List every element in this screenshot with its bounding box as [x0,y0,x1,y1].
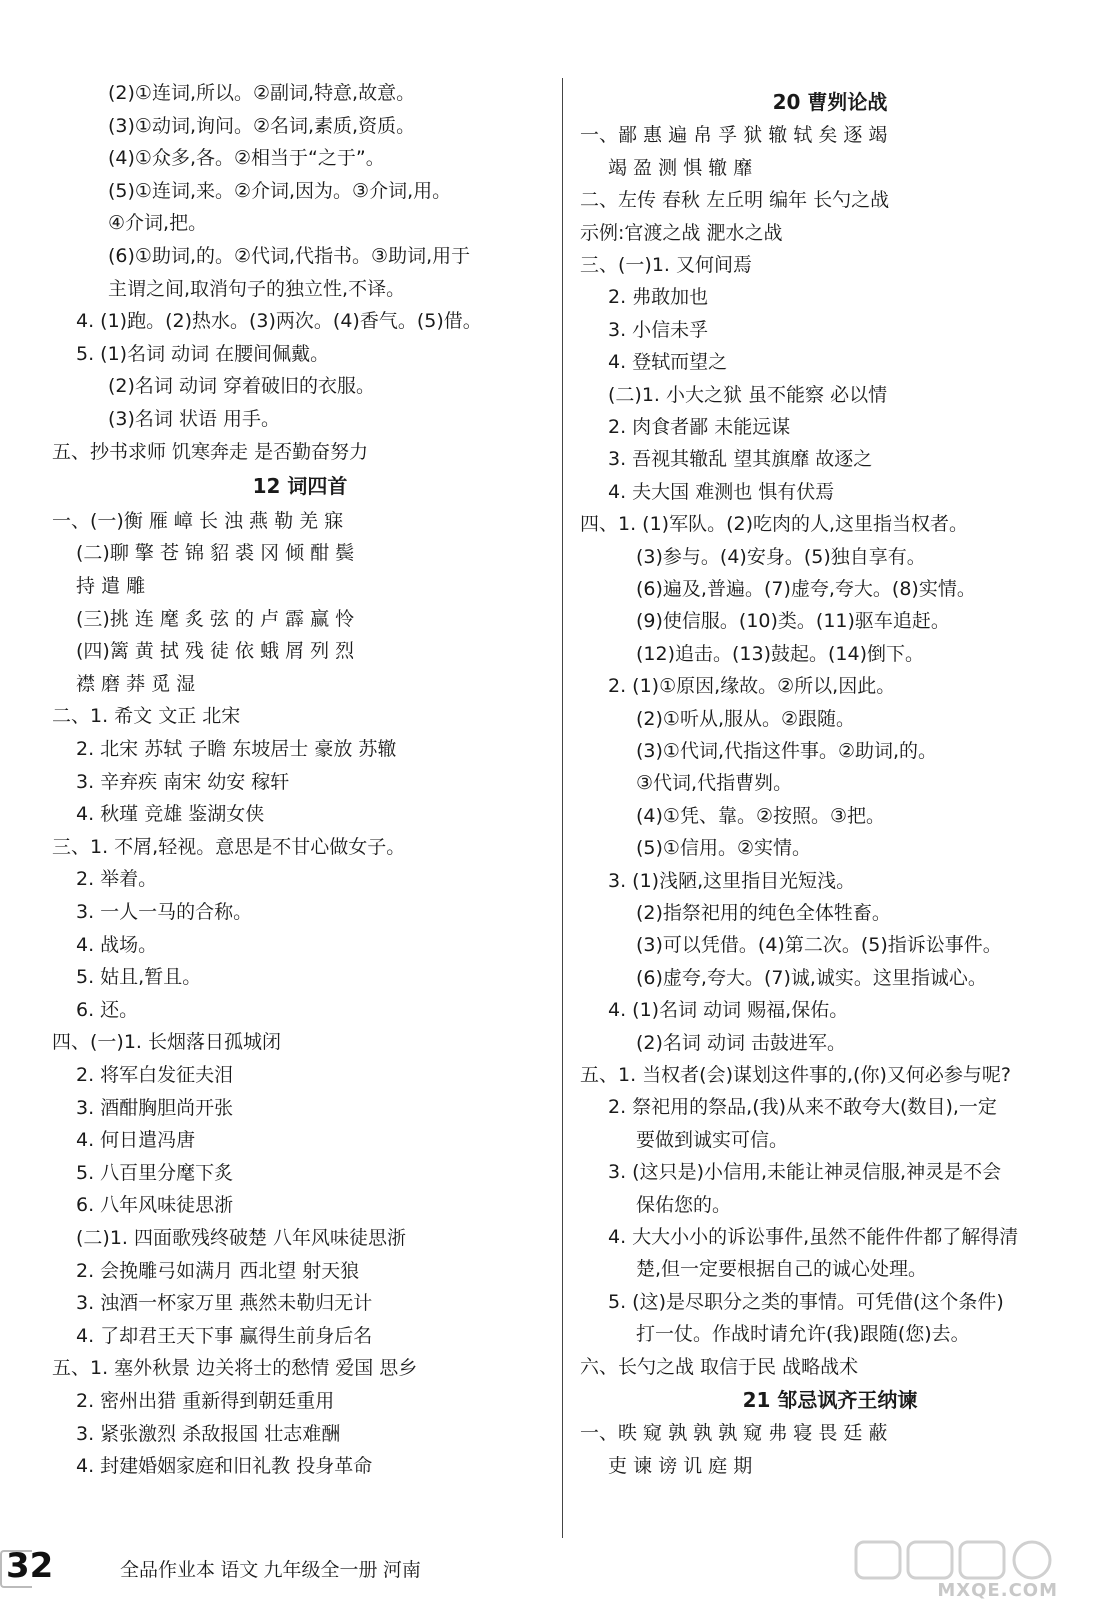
answer-line: 5. (这)是尽职分之类的事情。可凭借(这个条件) [608,1290,1004,1313]
answer-line: 3. 紧张激烈 杀敌报国 壮志难酬 [76,1422,341,1445]
answer-line: 要做到诚实可信。 [636,1128,789,1151]
answer-line: 4. 封建婚姻家庭和旧礼教 投身革命 [76,1455,373,1478]
answer-line: 3. 辛弃疾 南宋 幼安 稼轩 [76,770,290,793]
answer-line: 4. 战场。 [76,933,158,956]
answer-line: 五、1. 当权者(会)谋划这件事的,(你)又何必参与呢? [580,1064,1011,1086]
book-title: 全品作业本 语文 九年级全一册 河南 [120,1560,421,1581]
watermark-site: MXQE.COM [937,1580,1058,1601]
section-title: 20 曹刿论战 [772,90,888,114]
answer-line: 二、左传 春秋 左丘明 编年 长勺之战 [580,189,890,212]
answer-line: 6. 还。 [76,998,139,1021]
answer-line: (6)虚夸,夸大。(7)诚,诚实。这里指诚心。 [636,966,987,989]
answer-line: (三)挑 连 麾 炙 弦 的 卢 霹 赢 怜 [76,607,355,630]
answer-line: (四)篱 黄 拭 残 徒 依 蛾 屑 列 烈 [76,640,355,663]
answer-line: 4. 秋瑾 竞雄 鉴湖女侠 [76,803,265,826]
answer-line: (5)①信用。②实情。 [636,837,811,860]
page-footer [0,1538,1102,1600]
answer-line: (3)可以凭借。(4)第二次。(5)指诉讼事件。 [636,934,1002,957]
answer-line: (5)①连词,来。②介词,因为。③介词,用。 [108,179,452,202]
answer-line: 2. 肉食者鄙 未能远谋 [608,416,791,438]
answer-line: 4. 何日遣冯唐 [76,1129,196,1152]
answer-line: 3. (这只是)小信用,未能让神灵信服,神灵是不会 [608,1161,1002,1184]
answer-line: (3)①代词,代指这件事。②助词,的。 [636,740,938,762]
answer-line: 五、抄书求师 饥寒奔走 是否勤奋努力 [52,440,369,463]
answer-line: (二)1. 四面歌残终破楚 八年风味徒思浙 [76,1227,407,1249]
answer-line: 吏 谏 谤 讥 庭 期 [608,1454,753,1477]
answer-line: 5. 姑且,暂且。 [76,966,202,989]
answer-line: 一、(一)衡 雁 嶂 长 浊 燕 勒 羌 寐 [52,509,344,532]
answer-line: 3. 酒酣胸胆尚开张 [76,1096,234,1119]
answer-line: 3. 浊酒一杯家万里 燕然未勒归无计 [76,1292,373,1315]
answer-line: (3)①动词,询问。②名词,素质,资质。 [108,114,416,137]
answer-line: 四、1. (1)军队。(2)吃肉的人,这里指当权者。 [580,513,969,536]
answer-line: (9)使信服。(10)类。(11)驱车追赶。 [636,610,950,633]
answer-line: 2. 会挽雕弓如满月 西北望 射天狼 [76,1259,360,1282]
answer-line: (12)追击。(13)鼓起。(14)倒下。 [636,642,925,665]
answer-line: (3)参与。(4)安身。(5)独自享有。 [636,545,926,568]
answer-line: (6)①助词,的。②代词,代指书。③助词,用于 [108,245,471,267]
answer-line: 一、鄙 惠 遍 帛 孚 狱 辙 轼 矣 逐 竭 [580,124,888,147]
answer-line: (4)①众多,各。②相当于“之于”。 [108,147,385,170]
answer-line: 2. 将军白发征夫泪 [76,1064,234,1086]
answer-line: 2. 举着。 [76,868,158,891]
answer-line: 襟 磨 莽 觅 湿 [76,672,196,695]
answer-line: (2)①连词,所以。②副词,特意,故意。 [108,82,416,104]
answer-line: (2)指祭祀用的纯色全体牲畜。 [636,902,891,924]
answer-line: 一、昳 窥 孰 孰 孰 窥 弗 寝 畏 廷 蔽 [580,1422,888,1445]
answer-line: 2. 弗敢加也 [608,286,709,309]
answer-line: 4. 夫大国 难测也 惧有伏焉 [608,480,835,503]
answer-line: 楚,但一定要根据自己的诚心处理。 [636,1258,928,1281]
answer-line: 持 遣 雕 [76,575,146,597]
answer-line: 3. 吾视其辙乱 望其旗靡 故逐之 [608,448,873,471]
answer-line: (二)1. 小大之狱 虽不能察 必以情 [608,383,888,406]
answer-line: 五、1. 塞外秋景 边关将士的愁情 爱国 思乡 [52,1357,418,1380]
answer-line: 三、1. 不屑,轻视。意思是不甘心做女子。 [52,835,406,858]
answer-line: (二)聊 擎 苍 锦 貂 裘 冈 倾 酣 鬓 [76,542,355,565]
answer-line: 二、1. 希文 文正 北宋 [52,705,241,728]
answer-line: (3)名词 状语 用手。 [108,408,280,430]
answer-line: 3. 小信未孚 [608,318,709,341]
answer-line: 3. 一人一马的合称。 [76,901,253,923]
answer-line: 2. 密州出猎 重新得到朝廷重用 [76,1390,335,1412]
section-title: 12 词四首 [252,474,348,499]
answer-line: 2. 北宋 苏轼 子瞻 东坡居士 豪放 苏辙 [76,738,397,760]
answer-line: 六、长勺之战 取信于民 战略战术 [580,1355,859,1378]
answer-line: (2)①听从,服从。②跟随。 [636,707,856,730]
answer-line: 四、(一)1. 长烟落日孤城闭 [52,1031,281,1054]
answer-line: (6)遍及,普遍。(7)虚夸,夸大。(8)实情。 [636,578,976,600]
answer-line: (2)名词 动词 击鼓进军。 [636,1031,846,1054]
answer-line: 4. 登轼而望之 [608,351,728,374]
answer-line: 5. 八百里分麾下炙 [76,1161,234,1184]
answer-line: 竭 盈 测 惧 辙 靡 [608,156,753,179]
section-title: 21 邹忌讽齐王纳谏 [742,1388,918,1412]
answer-line: 2. (1)①原因,缘故。②所以,因此。 [608,675,896,698]
answer-line: (4)①凭、靠。②按照。③把。 [636,804,886,827]
answer-line: ④介词,把。 [108,212,208,235]
answer-line: 保佑您的。 [636,1193,732,1216]
answer-line: (2)名词 动词 穿着破旧的衣服。 [108,375,375,398]
answer-line: 4. (1)跑。(2)热水。(3)两次。(4)香气。(5)借。 [76,310,482,333]
answer-line: ③代词,代指曹刿。 [636,772,793,795]
answer-line: 4. 了却君王天下事 赢得生前身后名 [76,1324,373,1347]
answer-line: 示例:官渡之战 淝水之战 [580,221,783,244]
answer-line: 6. 八年风味徒思浙 [76,1194,234,1217]
column-divider [562,78,563,1538]
answer-line: 打一仗。作战时请允许(我)跟随(您)去。 [636,1323,970,1346]
answer-line: 4. (1)名词 动词 赐福,保佑。 [608,999,849,1022]
answer-line: 5. (1)名词 动词 在腰间佩戴。 [76,342,330,365]
answer-line: 3. (1)浅陋,这里指目光短浅。 [608,869,856,892]
answer-line: 主谓之间,取消句子的独立性,不译。 [108,277,406,300]
answer-line: 三、(一)1. 又何间焉 [580,254,752,276]
answer-line: 4. 大大小小的诉讼事件,虽然不能件件都了解得清 [608,1226,1019,1248]
answer-line: 2. 祭祀用的祭品,(我)从来不敢夸大(数目),一定 [608,1096,997,1119]
page-number: 32 [6,1546,54,1586]
